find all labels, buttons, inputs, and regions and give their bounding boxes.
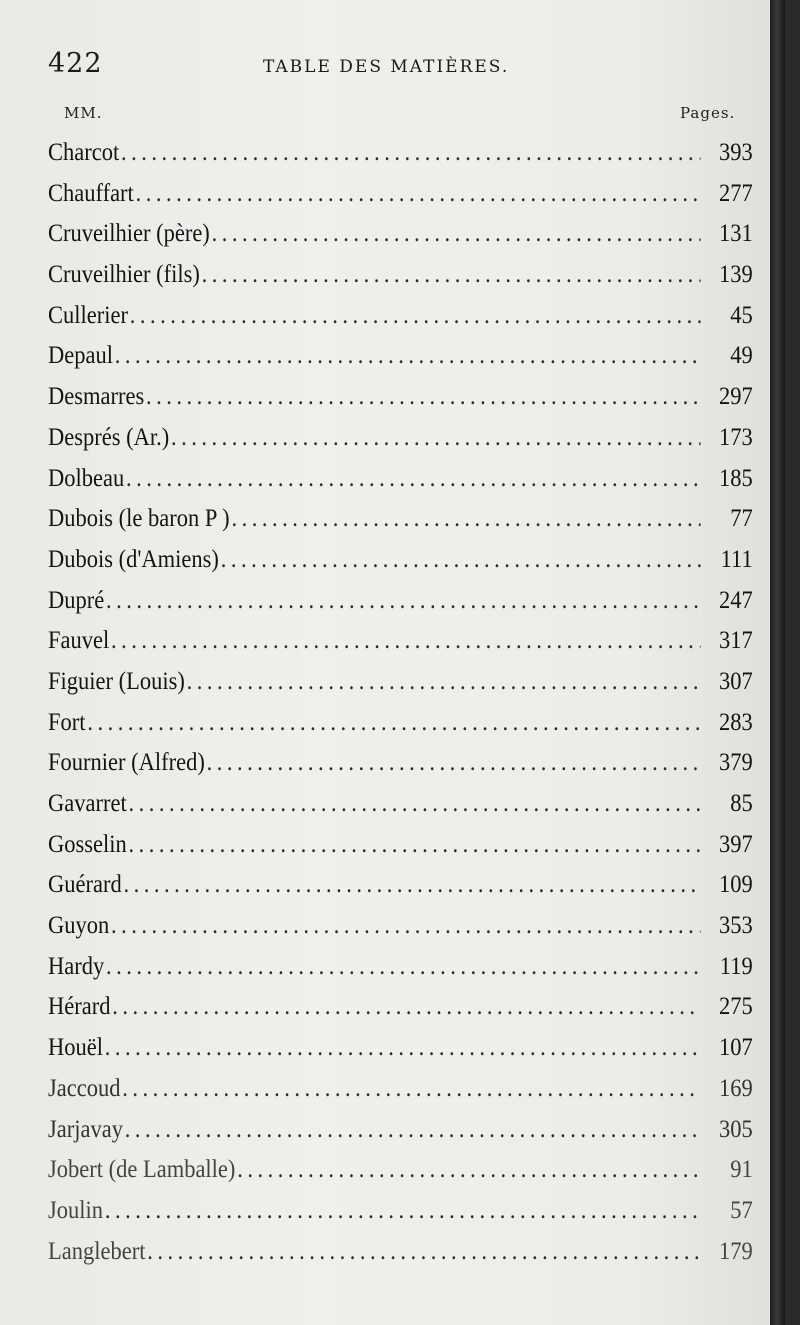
index-entry bbox=[48, 912, 753, 953]
entry-name: Jarjavay bbox=[48, 1115, 123, 1143]
index-entry bbox=[48, 871, 753, 912]
dot-leader bbox=[136, 180, 701, 208]
dot-leader bbox=[146, 383, 700, 411]
index-entry bbox=[48, 1197, 753, 1238]
entry-page: 119 bbox=[719, 952, 753, 980]
dot-leader bbox=[212, 220, 701, 248]
index-entry bbox=[48, 1034, 753, 1075]
entry-page: 275 bbox=[718, 993, 753, 1021]
entry-page: 173 bbox=[718, 423, 753, 451]
dot-leader bbox=[106, 953, 700, 981]
dot-leader bbox=[130, 302, 701, 330]
index-entry bbox=[48, 953, 753, 994]
entry-page: 77 bbox=[730, 505, 753, 533]
entry-page: 169 bbox=[718, 1074, 753, 1102]
entry-name: Jaccoud bbox=[48, 1074, 121, 1102]
dot-leader bbox=[125, 1116, 701, 1144]
entry-page: 307 bbox=[718, 667, 753, 695]
index-entry bbox=[48, 709, 753, 750]
index-entry bbox=[48, 1238, 753, 1279]
index-entry bbox=[48, 342, 753, 383]
entry-name: Dolbeau bbox=[48, 464, 125, 492]
index-entry bbox=[48, 139, 753, 180]
index-entry bbox=[48, 220, 753, 261]
entry-page: 57 bbox=[730, 1196, 753, 1224]
entry-page: 49 bbox=[730, 342, 753, 370]
entry-page: 353 bbox=[718, 912, 753, 940]
entry-page: 379 bbox=[718, 749, 753, 777]
entry-name: Figuier (Louis) bbox=[48, 667, 185, 695]
entry-page: 185 bbox=[718, 464, 753, 492]
entry-name: Cullerier bbox=[48, 301, 128, 329]
index-entry bbox=[48, 424, 753, 465]
entry-page: 397 bbox=[718, 830, 753, 858]
entry-name: Hardy bbox=[48, 952, 105, 980]
index-entry bbox=[48, 261, 753, 302]
page-edge-shadow bbox=[770, 0, 785, 1325]
dot-leader bbox=[129, 790, 701, 818]
entry-name: Houël bbox=[48, 1034, 103, 1062]
entry-page: 247 bbox=[718, 586, 753, 614]
dot-leader bbox=[121, 139, 700, 167]
dot-leader bbox=[111, 912, 700, 940]
index-entry bbox=[48, 546, 753, 587]
entry-page: 179 bbox=[718, 1237, 753, 1265]
entry-page: 393 bbox=[718, 139, 753, 166]
pages-column-heading: Pages. bbox=[680, 104, 736, 122]
entry-page: 297 bbox=[718, 383, 753, 411]
dot-leader bbox=[187, 668, 701, 696]
entry-page: 107 bbox=[718, 1034, 753, 1062]
index-list bbox=[48, 139, 753, 1278]
entry-page: 85 bbox=[730, 790, 753, 817]
dot-leader bbox=[106, 587, 700, 615]
dot-leader bbox=[105, 1034, 701, 1062]
dot-leader bbox=[237, 1156, 700, 1184]
dot-leader bbox=[129, 831, 701, 859]
entry-name: Dubois (le baron P ) bbox=[48, 505, 230, 533]
entry-page: 111 bbox=[720, 545, 753, 573]
page-number: 422 bbox=[48, 48, 103, 79]
entry-name: Guyon bbox=[48, 912, 110, 940]
index-entry bbox=[48, 790, 753, 831]
dot-leader bbox=[231, 505, 700, 533]
dot-leader bbox=[115, 342, 701, 370]
index-entry bbox=[48, 749, 753, 790]
index-entry bbox=[48, 831, 753, 872]
dot-leader bbox=[171, 424, 700, 452]
index-entry bbox=[48, 302, 753, 343]
entry-name: Cruveilhier (père) bbox=[48, 220, 210, 248]
entry-name: Hérard bbox=[48, 993, 111, 1021]
dot-leader bbox=[207, 749, 701, 777]
index-entry bbox=[48, 1156, 753, 1197]
entry-name: Cruveilhier (fils) bbox=[48, 261, 200, 289]
dot-leader bbox=[111, 627, 700, 655]
entry-name: Gavarret bbox=[48, 790, 127, 817]
dot-leader bbox=[147, 1238, 700, 1266]
dot-leader bbox=[122, 1075, 700, 1103]
entry-page: 305 bbox=[718, 1115, 753, 1143]
dot-leader bbox=[202, 261, 701, 289]
index-entry bbox=[48, 1075, 753, 1116]
names-column-heading: MM. bbox=[64, 104, 103, 122]
entry-name: Jobert (de Lamballe) bbox=[48, 1156, 236, 1184]
index-entry bbox=[48, 993, 753, 1034]
running-title: TABLE DES MATIÈRES. bbox=[263, 57, 510, 77]
index-entry bbox=[48, 465, 753, 506]
entry-name: Després (Ar.) bbox=[48, 423, 170, 451]
entry-page: 283 bbox=[718, 708, 753, 736]
dot-leader bbox=[105, 1197, 701, 1225]
entry-name: Dupré bbox=[48, 586, 105, 614]
entry-name: Desmarres bbox=[48, 383, 145, 411]
index-entry bbox=[48, 1116, 753, 1157]
index-entry bbox=[48, 587, 753, 628]
dot-leader bbox=[124, 871, 701, 899]
entry-page: 109 bbox=[718, 871, 753, 899]
entry-name: Guérard bbox=[48, 871, 122, 899]
entry-name: Joulin bbox=[48, 1196, 104, 1224]
entry-page: 277 bbox=[718, 179, 753, 207]
entry-name: Dubois (d'Amiens) bbox=[48, 545, 219, 573]
entry-page: 91 bbox=[730, 1156, 753, 1184]
entry-name: Langlebert bbox=[48, 1237, 146, 1265]
dot-leader bbox=[126, 465, 700, 493]
entry-name: Fort bbox=[48, 708, 86, 736]
index-entry bbox=[48, 505, 753, 546]
entry-name: Charcot bbox=[48, 139, 120, 166]
dot-leader bbox=[112, 993, 700, 1021]
entry-name: Chauffart bbox=[48, 179, 134, 207]
index-entry bbox=[48, 180, 753, 221]
index-entry bbox=[48, 383, 753, 424]
page-header bbox=[48, 48, 748, 88]
dot-leader bbox=[221, 546, 701, 574]
entry-page: 317 bbox=[718, 627, 753, 655]
entry-name: Gosselin bbox=[48, 830, 127, 858]
entry-name: Depaul bbox=[48, 342, 113, 370]
entry-name: Fournier (Alfred) bbox=[48, 749, 205, 777]
entry-name: Fauvel bbox=[48, 627, 110, 655]
index-entry bbox=[48, 668, 753, 709]
entry-page: 139 bbox=[718, 261, 753, 289]
index-entry bbox=[48, 627, 753, 668]
dot-leader bbox=[87, 709, 700, 737]
entry-page: 131 bbox=[718, 220, 753, 248]
entry-page: 45 bbox=[730, 301, 753, 329]
